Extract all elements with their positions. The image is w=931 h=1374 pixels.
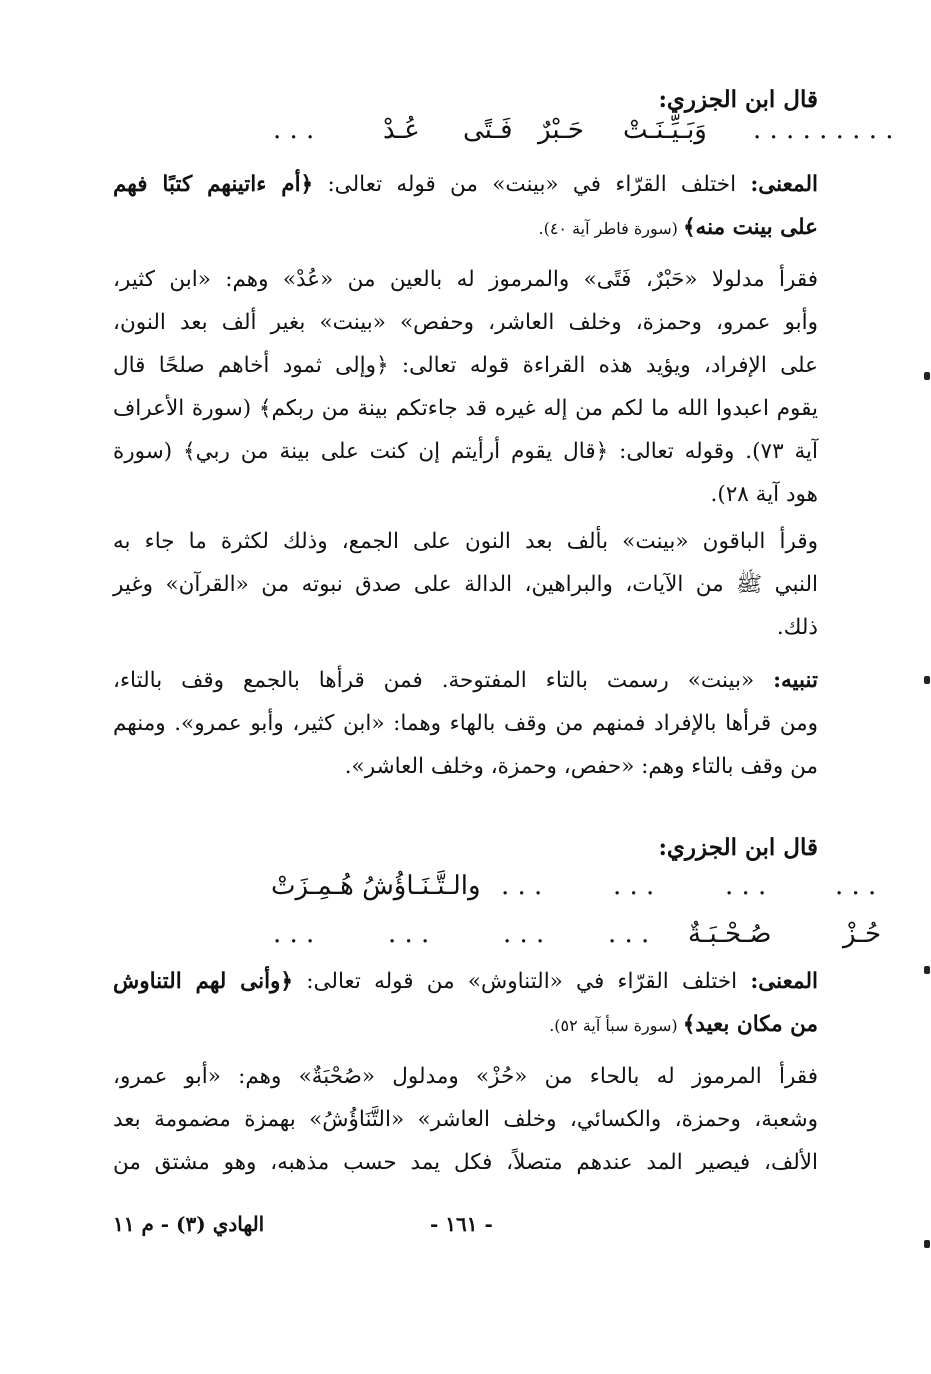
section1-note: [113, 659, 818, 788]
text-line: فقرأ مدلولا «حَبْرٌ، فَتًى» والمرموز له بالعين من «عُدْ» وهم: «ابن كثير،: [113, 267, 818, 292]
text-line: على الإفراد، ويؤيد هذه القراءة قوله تعالى: ﴿وإلى ثمود أخاهم صلحًا قال: [113, 353, 818, 378]
scan-mark: [924, 1240, 930, 1248]
verse-dots: . . .: [388, 919, 430, 949]
page-number: - ١٦١ -: [430, 1212, 493, 1236]
verse-dots: . . .: [273, 919, 315, 949]
verse-word: صُـحْـبَـةٌ: [688, 919, 772, 949]
verse-dots: . . . . . . . . .: [753, 115, 894, 145]
text-line: وقرأ الباقون «بينت» بألف بعد النون على الجمع، وذلك لكثرة ما جاء به: [113, 529, 818, 554]
text-line: النبي ﷺ من الآيات، والبراهين، الدالة على صدق نبوته من «القرآن» وغير: [113, 572, 818, 597]
meaning-text: اختلف القرّاء في «التناوش» من قوله تعالى:: [293, 969, 751, 994]
meaning-label: المعنى:: [750, 969, 818, 994]
surah-reference: (سورة فاطر آية ٤٠).: [538, 219, 683, 238]
text-line: الألف، فيصير المد عندهم متصلاً، فكل يمد حسب مذهبه، وهو مشتق من: [113, 1150, 818, 1175]
text-line: يقوم اعبدوا الله ما لكم من إله غيره قد جاءتكم بينة من ربكم﴾ (سورة الأعراف: [113, 396, 818, 421]
section2-verse-2: [113, 914, 882, 954]
section2-heading: قال ابن الجزري:: [658, 834, 818, 861]
scan-mark: [924, 372, 930, 380]
quran-text: من مكان بعيد﴾: [682, 1012, 818, 1037]
note-text: «بينت» رسمت بالتاء المفتوحة. فمن قرأها بالجمع وقف بالتاء،: [113, 668, 774, 693]
verse-word: حَـبْرٌ: [538, 115, 584, 145]
section2-meaning: [113, 960, 818, 1046]
text-line: ومن قرأها بالإفراد فمنهم من وقف بالهاء وهما: «ابن كثير، وأبو عمرو». ومنهم: [113, 711, 818, 736]
note-label: تنبيه:: [773, 668, 818, 693]
section1-paragraph-1: [113, 258, 818, 516]
verse-dots: . . .: [608, 919, 650, 949]
section2-verse-1: [113, 866, 877, 906]
verse-dots: . . .: [273, 115, 315, 145]
section1-paragraph-2: [113, 520, 818, 649]
text-line: ذلك.: [776, 615, 818, 640]
quran-text: على بينت منه﴾: [682, 215, 818, 240]
text-line: هود آية ٢٨).: [710, 482, 818, 507]
text-line: وأبو عمرو، وحمزة، وخلف العاشر، وحفص» «بينت» بغير ألف بعد النون،: [113, 310, 818, 335]
quran-text: ﴿أم ءاتينهم كتبًا فهم: [113, 172, 314, 197]
verse-dots: . . .: [725, 871, 767, 901]
scan-mark: [924, 966, 930, 974]
verse-word: فَـتًى: [463, 115, 513, 145]
section1-heading: قال ابن الجزري:: [658, 86, 818, 113]
section2-paragraph-1: [113, 1055, 818, 1184]
section1-meaning: [113, 163, 818, 249]
text-line: فقرأ المرموز له بالحاء من «حُزْ» ومدلول «صُحْبَةٌ» وهم: «أبو عمرو،: [113, 1064, 818, 1089]
meaning-label: المعنى:: [750, 172, 818, 197]
text-line: من وقف بالتاء وهم: «حفص، وحمزة، وخلف العاشر».: [344, 754, 818, 779]
verse-dots: . . .: [613, 871, 655, 901]
quran-text: ﴿وأنى لهم التناوش: [113, 969, 294, 994]
section1-verse: [113, 110, 894, 150]
text-line: آية ٧٣). وقوله تعالى: ﴿قال يقوم أرأيتم إن كنت على بينة من ربي﴾ (سورة: [113, 439, 818, 464]
verse-dots: . . .: [501, 871, 543, 901]
scan-mark: [924, 676, 930, 684]
verse-dots: . . .: [503, 919, 545, 949]
verse-dots: . . .: [835, 871, 877, 901]
verse-words: والـتَّـنَـاؤُشُ هُـمِـزَتْ: [271, 871, 481, 901]
surah-reference: (سورة سبأ آية ٥٢).: [549, 1016, 683, 1035]
meaning-text: اختلف القرّاء في «بينت» من قوله تعالى:: [313, 172, 751, 197]
book-reference: الهادي (٣) - م ١١: [113, 1212, 265, 1236]
verse-word: حُـزْ: [843, 919, 882, 949]
verse-word: عُـدْ: [383, 115, 420, 145]
verse-word: وَبَـيِّـنَـتْ: [623, 115, 707, 145]
text-line: وشعبة، وحمزة، والكسائي، وخلف العاشر» «التَّنَاؤُشُ» بهمزة مضمومة بعد: [113, 1107, 818, 1132]
